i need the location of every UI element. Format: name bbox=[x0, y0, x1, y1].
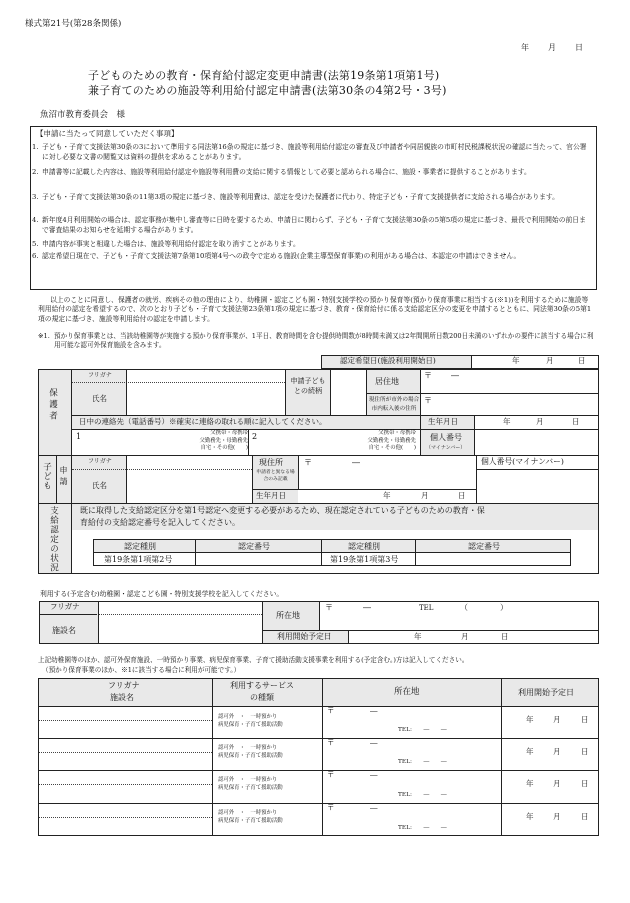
status-label: 支給認定の状況 bbox=[48, 506, 59, 573]
child-postal-dash: ― bbox=[352, 458, 360, 467]
guardian-dob-year: 年 bbox=[503, 417, 511, 426]
header-date-year: 年 bbox=[521, 43, 529, 52]
postal-mark: 〒 bbox=[424, 371, 432, 380]
other-start-year: 年 bbox=[526, 715, 534, 724]
addressee: 魚沼市教育委員会 様 bbox=[40, 110, 126, 120]
guardian-name-label: 氏名 bbox=[92, 394, 107, 403]
other-service-type: 認可外 ・ 一時預かり 病児保育・子育て援助活動 bbox=[218, 714, 283, 728]
child-address-note: 申請者と異なる場合のみ記載 bbox=[256, 470, 295, 482]
footnote-text: 預かり保育事業とは、当該幼稚園等が実施する預かり保育事業が、1平日、教育時間を含む提供時間数が8時間未満又は2年間開所日数200日未満のいずれかの要件に該当する場合に利用可能な認可外保育施設を含みます。 bbox=[54, 332, 594, 349]
consent-notice-heading: 【申請に当たって同意していただく事項】 bbox=[36, 129, 179, 138]
hope-date-month: 月 bbox=[546, 356, 554, 365]
other-start-day: 日 bbox=[581, 812, 589, 821]
child-postal-mark: 〒 bbox=[304, 458, 312, 467]
hope-date-year: 年 bbox=[512, 356, 520, 365]
other-intro-2: （預かり保育事業のほか、※1に該当する場合に利用が可能です。） bbox=[42, 666, 241, 674]
title-line-2: 兼子育てのための施設等利用給付認定申請書(法第30条の4第2号・3号) bbox=[88, 84, 447, 97]
status-text-line2: 育給付の支給認定番号を記入してください。 bbox=[80, 518, 240, 527]
facility-tel-paren: （ ） bbox=[460, 603, 508, 612]
notice-item: 2. 申請書等に記載した内容は、施設等利用給付認定や施設等利用費の支給に関する情報として必要と認められる場合に、施設・事業者に提供することがあります。 bbox=[32, 168, 531, 176]
other-service-type: 認可外 ・ 一時預かり 病児保育・子育て援助活動 bbox=[218, 777, 283, 791]
guardian-address-label: 居住地 bbox=[375, 377, 399, 386]
other-tel: TEL: ― ― bbox=[398, 792, 447, 798]
form-number: 様式第21号(第28条関係) bbox=[25, 19, 122, 29]
other-tel: TEL: ― ― bbox=[398, 727, 447, 733]
facility-start-month: 月 bbox=[461, 632, 469, 641]
other-col-start: 利用開始予定日 bbox=[518, 688, 574, 697]
facility-furigana-label: フリガナ bbox=[50, 602, 80, 611]
facility-tel-label: TEL bbox=[419, 604, 434, 612]
status-kind-2: 第19条第1項第3号 bbox=[330, 555, 399, 564]
notice-item: 1. 子ども・子育て支援法第30条の3において準用する同法第16条の規定に基づき、施設等利用給付認定の審査及び申請者や同居親族の市町村民税課税状況の確認に当たって、官公署に対し必要な文書の閲覧又は資料の提供を求めることがあります。 bbox=[32, 143, 587, 161]
other-postal-dash: ― bbox=[370, 770, 378, 779]
facility-name-label: 施設名 bbox=[52, 626, 76, 635]
other-col-address: 所在地 bbox=[394, 687, 420, 697]
other-postal-dash: ― bbox=[370, 803, 378, 812]
guardian-label: 保護者 bbox=[47, 388, 58, 423]
other-postal-dash: ― bbox=[370, 738, 378, 747]
other-col-service-2: の種類 bbox=[250, 693, 274, 702]
facility-postal-mark: 〒 bbox=[325, 603, 333, 612]
facility-start-year: 年 bbox=[414, 632, 422, 641]
footnote-mark: ※1. bbox=[38, 332, 50, 340]
other-postal-mark: 〒 bbox=[327, 803, 335, 812]
child-dob-label: 生年月日 bbox=[256, 491, 286, 500]
other-start-month: 月 bbox=[553, 747, 561, 756]
header-date-day: 日 bbox=[575, 43, 583, 52]
other-col-furigana: フリガナ bbox=[108, 681, 140, 690]
postal-mark-2: 〒 bbox=[424, 396, 432, 405]
contact-type-1: 父携帯・母携帯 父勤務先・母勤務先 自宅・その他( ) bbox=[199, 430, 248, 451]
status-kind-1: 第19条第1項第2号 bbox=[104, 555, 173, 564]
facility-address-label: 所在地 bbox=[276, 611, 300, 620]
other-start-year: 年 bbox=[526, 779, 534, 788]
child-dob-day: 日 bbox=[458, 491, 466, 500]
child-my-number-label: 個人番号(マイナンバー) bbox=[481, 457, 564, 466]
other-postal-mark: 〒 bbox=[327, 738, 335, 747]
child-label: 子ども bbox=[41, 462, 52, 491]
other-postal-mark: 〒 bbox=[327, 770, 335, 779]
notice-item: 3. 子ども・子育て支援法第30条の11第3項の規定に基づき、施設等利用費は、認定を受けた保護者に代わり、特定子ども・子育て支援提供者に支給される場合があります。 bbox=[32, 193, 559, 201]
guardian-dob-month: 月 bbox=[536, 417, 544, 426]
other-service-type: 認可外 ・ 一時預かり 病児保育・子育て援助活動 bbox=[218, 745, 283, 759]
child-apply-label: 申請 bbox=[59, 466, 68, 488]
other-intro-1: 上記幼稚園等のほか、認可外保育施設、一時預かり事業、病児保育事業、子育て援助活動支援事業を利用する(予定含む。)方は記入してください。 bbox=[38, 656, 469, 664]
title-line-1: 子どものための教育・保育給付認定変更申請書(法第19条第1項第1号) bbox=[88, 69, 440, 82]
child-dob-year: 年 bbox=[383, 491, 391, 500]
child-furigana-label: フリガナ bbox=[88, 458, 112, 465]
other-start-month: 月 bbox=[553, 715, 561, 724]
guardian-furigana-label: フリガナ bbox=[88, 372, 112, 379]
other-service-type: 認可外 ・ 一時預かり 病児保育・子育て援助活動 bbox=[218, 810, 283, 824]
contact-number-1: 1 bbox=[76, 432, 82, 441]
notice-item: 6. 認定希望日現在で、子ども・子育て支援法第7条第10項第4号への政令で定める施設(企業主導型保育事業)の利用がある場合は、本認定の申請はできません。 bbox=[32, 252, 521, 260]
other-col-name: 施設名 bbox=[110, 693, 134, 702]
child-dob-month: 月 bbox=[421, 491, 429, 500]
status-number-header-1: 認定番号 bbox=[238, 542, 270, 551]
guardian-dob-day: 日 bbox=[572, 417, 580, 426]
status-number-header-2: 認定番号 bbox=[468, 542, 500, 551]
other-tel: TEL: ― ― bbox=[398, 759, 447, 765]
other-tel: TEL: ― ― bbox=[398, 825, 447, 831]
other-start-month: 月 bbox=[553, 779, 561, 788]
out-of-city-label: 現住所が市外の場合市内転入後の住所 bbox=[368, 397, 420, 412]
relation-label: 申請子どもとの続柄 bbox=[290, 377, 326, 395]
guardian-my-number-label: 個人番号 bbox=[430, 433, 462, 442]
other-start-day: 日 bbox=[581, 715, 589, 724]
other-col-service-1: 利用するサービス bbox=[230, 681, 294, 690]
status-kind-header-1: 認定種別 bbox=[124, 542, 156, 551]
other-start-month: 月 bbox=[553, 812, 561, 821]
contact-number-2: 2 bbox=[252, 432, 258, 441]
facility-start-label: 利用開始予定日 bbox=[277, 632, 332, 641]
facility-postal-dash: ― bbox=[363, 603, 371, 612]
other-start-year: 年 bbox=[526, 812, 534, 821]
contact-label: 日中の連絡先（電話番号）※確実に連絡の取れる順に記入してください。 bbox=[79, 417, 327, 426]
other-start-year: 年 bbox=[526, 747, 534, 756]
other-postal-mark: 〒 bbox=[327, 706, 335, 715]
notice-item: 5. 申請内容が事実と相違した場合は、施設等利用給付認定を取り消すことがあります。 bbox=[32, 240, 300, 248]
guardian-my-number-kana: （マイナンバー） bbox=[426, 445, 466, 451]
guardian-dob-label: 生年月日 bbox=[428, 417, 458, 426]
other-start-day: 日 bbox=[581, 747, 589, 756]
status-text-line1: 既に取得した支給認定区分を第1号認定へ変更する必要があるため、現在認定されている子どものための教育・保 bbox=[80, 506, 485, 515]
facility-start-day: 日 bbox=[501, 632, 509, 641]
consent-paragraph: 以上のことに同意し、保護者の就労、疾病その他の理由により、幼稚園・認定こども園・特別支援学校の預かり保育等(預かり保育事業に相当する(※1))を利用するために施設等利用給付の認定を希望するので、次のとおり子ども・子育て支援法第23条第1項の規定に基づき、教育・保育給付に係る支給認定区分の変更を申請するとともに、同法第30条の5第1項の規定に基づき、施設等利用給付の認定を申請します。 bbox=[38, 296, 592, 323]
notice-item: 4. 新年度4月利用開始の場合は、認定事務が集中し審査等に日時を要するため、申請日に関わらず、子ども・子育て支援法第30条の5第5項の規定に基づき、最長で利用開始の前日まで審査結果のお知らせを延期する場合があります。 bbox=[32, 216, 586, 234]
postal-dash: ― bbox=[451, 371, 459, 380]
facility-intro: 利用する(予定含む)幼稚園・認定こども園・特別支援学校を記入してください。 bbox=[40, 590, 284, 598]
status-kind-header-2: 認定種別 bbox=[348, 542, 380, 551]
hope-date-label: 認定希望日(施設利用開始日) bbox=[340, 356, 436, 365]
other-start-day: 日 bbox=[581, 779, 589, 788]
contact-type-2: 父携帯・母携帯 父勤務先・母勤務先 自宅・その他( ) bbox=[367, 430, 416, 451]
child-name-label: 氏名 bbox=[92, 481, 107, 490]
child-address-label: 現住所 bbox=[259, 458, 283, 467]
other-postal-dash: ― bbox=[370, 706, 378, 715]
hope-date-day: 日 bbox=[578, 356, 586, 365]
header-date-month: 月 bbox=[548, 43, 556, 52]
